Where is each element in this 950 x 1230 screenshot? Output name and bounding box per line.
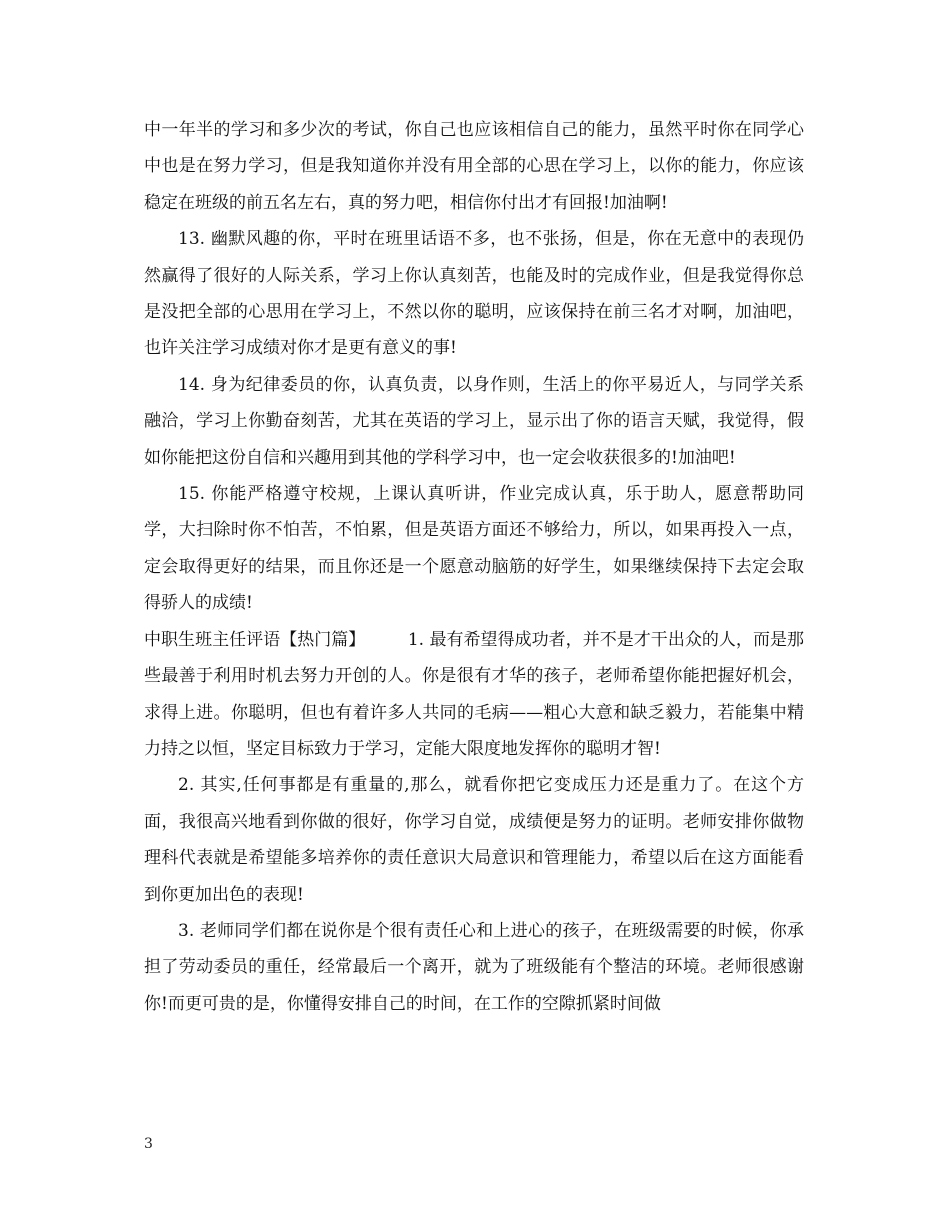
paragraph-item-1: 1. 最有希望得成功者，并不是才干出众的人，而是那些最善于利用时机去努力开创的人。你是很有才华的孩子，老师希望你能把握好机会，求得上进。你聪明，但也有着许多人共同的毛病——粗心大意和缺乏毅力，若能集中精力持之以恒，坚定目标致力于学习，定能大限度地发挥你的聪明才智! <box>144 629 805 759</box>
paragraph-item-13: 13. 幽默风趣的你，平时在班里话语不多，也不张扬，但是，你在无意中的表现仍然赢得了很好的人际关系，学习上你认真刻苦，也能及时的完成作业，但是我觉得你总是没把全部的心思用在学习上，不然以你的聪明，应该保持在前三名才对啊，加油吧，也许关注学习成绩对你才是更有意义的事! <box>144 229 804 359</box>
body-text <box>144 112 804 1022</box>
section-paragraph <box>144 622 804 768</box>
paragraph-continuation: 中一年半的学习和多少次的考试，你自己也应该相信自己的能力，虽然平时你在同学心中也是在努力学习，但是我知道你并没有用全部的心思在学习上，以你的能力，你应该稳定在班级的前五名左右，真的努力吧，相信你付出才有回报!加油啊! <box>144 120 804 213</box>
paragraph-item-3: 3. 老师同学们都在说你是个很有责任心和上进心的孩子，在班级需要的时候，你承担了劳动委员的重任，经常最后一个离开，就为了班级能有个整洁的环境。老师很感谢你!而更可贵的是，你懂得安排自己的时间，在工作的空隙抓紧时间做 <box>144 920 804 1014</box>
paragraph-item-15: 15. 你能严格遵守校规，上课认真听讲，作业完成认真，乐于助人，愿意帮助同学，大扫除时你不怕苦，不怕累，但是英语方面还不够给力，所以，如果再投入一点，定会取得更好的结果，而且你还是一个愿意动脑筋的好学生，如果继续保持下去定会取得骄人的成绩! <box>144 484 804 614</box>
paragraph-item-14: 14. 身为纪律委员的你，认真负责，以身作则，生活上的你平易近人，与同学关系融洽，学习上你勤奋刻苦，尤其在英语的学习上，显示出了你的语言天赋，我觉得，假如你能把这份自信和兴趣用到其他的学科学习中，也一定会收获很多的!加油吧! <box>144 374 804 468</box>
page-number: 3 <box>144 1136 153 1152</box>
heading-gap <box>365 630 408 650</box>
section-heading: 中职生班主任评语【热门篇】 <box>144 629 366 650</box>
paragraph-item-2: 2. 其实,任何事都是有重量的,那么，就看你把它变成压力还是重力了。在这个方面，我很高兴地看到你做的很好，你学习自觉，成绩便是努力的证明。老师安排你做物理科代表就是希望能多培养你的责任意识大局意识和管理能力，希望以后在这方面能看到你更加出色的表现! <box>144 775 804 905</box>
